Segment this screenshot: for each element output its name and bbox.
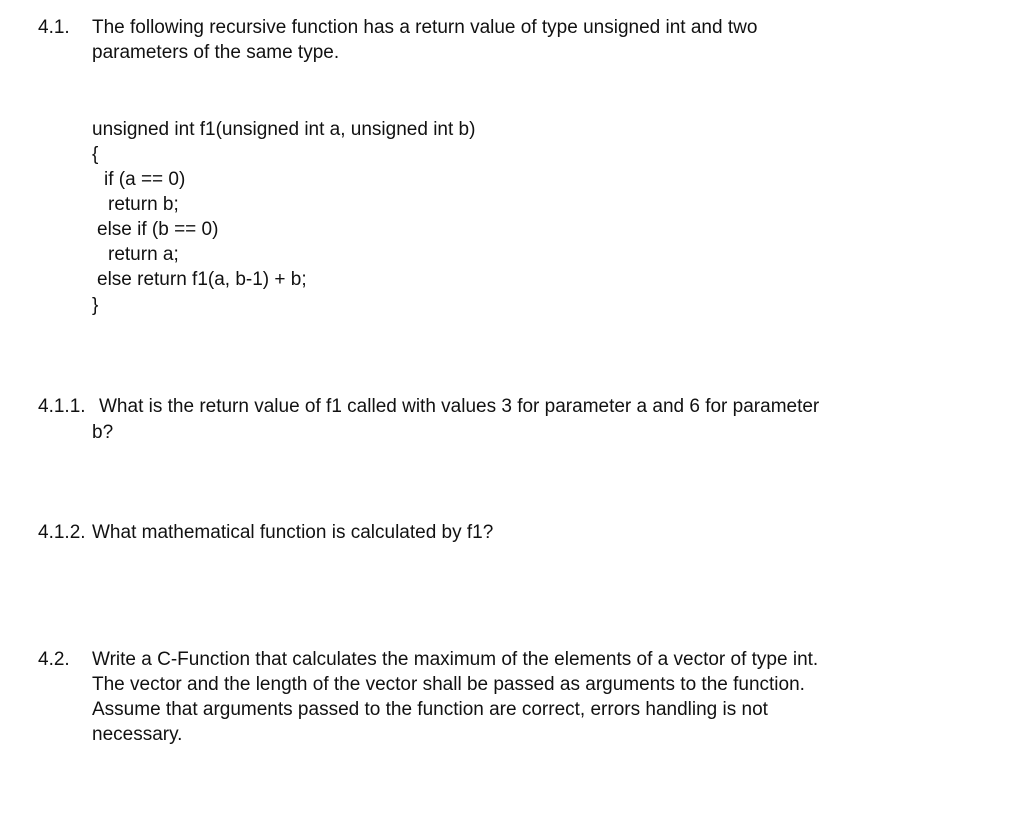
question-number: 4.1.2. — [38, 522, 86, 543]
question-text-line: The vector and the length of the vector shall be passed as arguments to the function. — [92, 674, 805, 695]
question-text-line: necessary. — [92, 724, 183, 745]
code-line: else if (b == 0) — [97, 219, 219, 240]
code-line: return a; — [108, 244, 179, 265]
question-number: 4.2. — [38, 649, 70, 670]
question-text-line: Write a C-Function that calculates the maximum of the elements of a vector of type int. — [92, 649, 819, 670]
question-text-line: What is the return value of f1 called with values 3 for parameter a and 6 for parameter — [99, 396, 820, 417]
question-text-line: The following recursive function has a return value of type unsigned int and two — [92, 17, 758, 38]
question-text-line: What mathematical function is calculated by f1? — [92, 522, 494, 543]
code-line: return b; — [108, 194, 179, 215]
question-text-line: Assume that arguments passed to the function are correct, errors handling is not — [92, 699, 768, 720]
question-text-line: b? — [92, 422, 114, 443]
question-number: 4.1.1. — [38, 396, 86, 417]
question-text-line: parameters of the same type. — [92, 42, 340, 63]
code-line: else return f1(a, b-1) + b; — [97, 269, 307, 290]
code-line: if (a == 0) — [104, 169, 186, 190]
code-line: } — [92, 295, 99, 316]
code-line: { — [92, 144, 99, 165]
question-number: 4.1. — [38, 17, 70, 38]
code-line: unsigned int f1(unsigned int a, unsigned int b) — [92, 119, 476, 140]
